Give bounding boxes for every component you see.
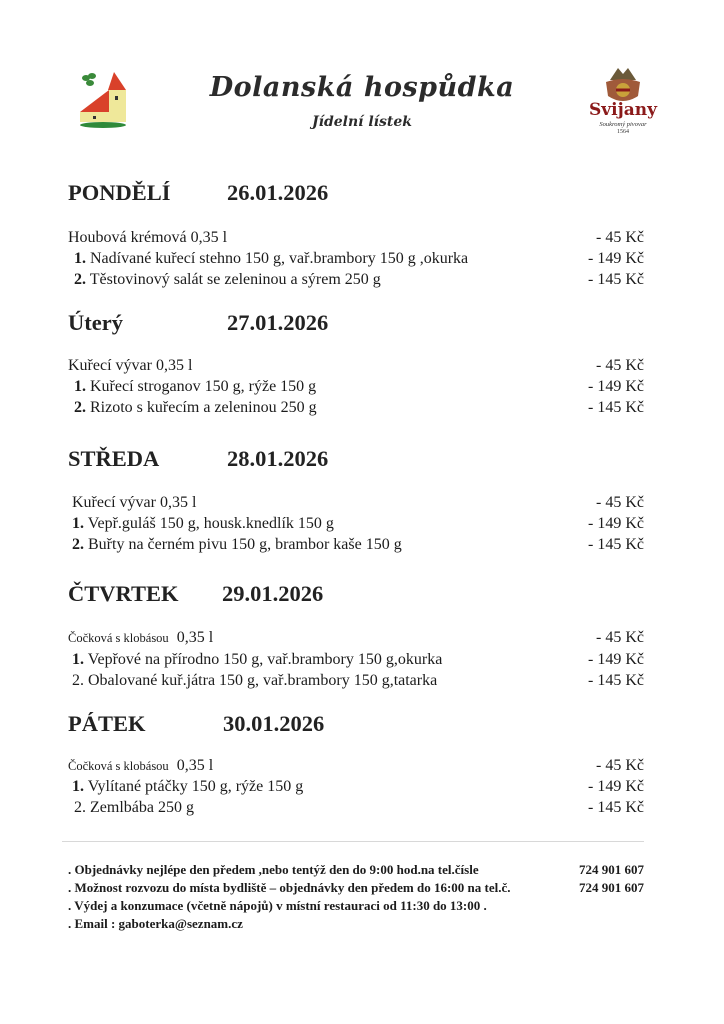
soup-price: - 45 Kč xyxy=(596,229,644,246)
meal-price: - 145 Kč xyxy=(588,271,644,288)
meal-row xyxy=(68,799,644,820)
meal-price: - 145 Kč xyxy=(588,536,644,553)
svijany-logo xyxy=(580,66,666,138)
restaurant-title: Dolanská hospůdka xyxy=(209,72,515,103)
soup-name: Houbová krémová 0,35 l xyxy=(68,229,228,246)
meal-name: Vepřové na přírodno 150 g, vař.brambory 150 g,okurka xyxy=(87,651,443,668)
meal-price: - 149 Kč xyxy=(588,515,644,532)
soup-row xyxy=(68,357,644,378)
meal-name: Zemlbába 250 g xyxy=(90,799,194,816)
meal-name: Těstovinový salát se zeleninou a sýrem 250 g xyxy=(89,271,381,288)
day-name: Úterý xyxy=(68,310,123,335)
note-line xyxy=(68,862,648,878)
meal-price: - 145 Kč xyxy=(588,672,644,689)
day-date: 28.01.2026 xyxy=(227,446,329,471)
note-text: . Možnost rozvozu do místa bydliště – objednávky den předem do 16:00 na tel.č. xyxy=(68,880,511,895)
day-date: 29.01.2026 xyxy=(222,581,324,606)
soup-price: - 45 Kč xyxy=(596,757,644,774)
meal-number: 1. xyxy=(72,651,84,668)
meal-price: - 145 Kč xyxy=(588,399,644,416)
note-text: . Objednávky nejlépe den předem ,nebo tentýž den do 9:00 hod.na tel.čísle xyxy=(68,862,479,877)
meal-row xyxy=(68,271,644,292)
soup-amount: 0,35 l xyxy=(176,629,214,646)
meal-number: 1. xyxy=(74,378,86,395)
phone-number: 724 901 607 xyxy=(579,862,644,877)
brand-year: 1564 xyxy=(617,129,629,135)
soup-row xyxy=(68,629,644,650)
meal-name: Nadívané kuřecí stehno 150 g, vař.brambory 150 g ,okurka xyxy=(90,250,469,267)
soup-row xyxy=(68,229,644,250)
meal-name: Buřty na černém pivu 150 g, brambor kaše 150 g xyxy=(88,536,402,553)
meal-price: - 145 Kč xyxy=(588,799,644,816)
meal-row xyxy=(68,651,644,672)
meal-row xyxy=(68,778,644,799)
note-text: . Výdej a konzumace (včetně nápojů) v místní restauraci od 11:30 do 13:00 . xyxy=(68,898,487,913)
note-line xyxy=(68,916,648,932)
meal-price: - 149 Kč xyxy=(588,378,644,395)
soup-price: - 45 Kč xyxy=(596,494,644,511)
soup-price: - 45 Kč xyxy=(596,629,644,646)
day-date: 27.01.2026 xyxy=(227,310,329,335)
meal-number: 2. xyxy=(72,536,84,553)
meal-name: Vylítané ptáčky 150 g, rýže 150 g xyxy=(87,778,304,795)
soup-row xyxy=(68,494,644,515)
soup-price: - 45 Kč xyxy=(596,357,644,374)
meal-row xyxy=(68,378,644,399)
meal-row xyxy=(68,515,644,536)
meal-row xyxy=(68,672,644,693)
meal-price: - 149 Kč xyxy=(588,250,644,267)
day-name: ČTVRTEK xyxy=(68,581,179,606)
meal-number: 2. xyxy=(74,799,86,816)
meal-row xyxy=(68,536,644,557)
brand-name: Svijany xyxy=(588,100,658,120)
meal-name: Vepř.guláš 150 g, housk.knedlík 150 g xyxy=(87,515,334,532)
meal-price: - 149 Kč xyxy=(588,651,644,668)
meal-number: 1. xyxy=(74,250,86,267)
meal-row xyxy=(68,250,644,271)
meal-number: 2. xyxy=(72,672,84,689)
day-date: 26.01.2026 xyxy=(227,180,329,205)
meal-row xyxy=(68,399,644,420)
meal-name: Obalované kuř.játra 150 g, vař.brambory 150 g,tatarka xyxy=(88,672,438,689)
meal-name: Rizoto s kuřecím a zeleninou 250 g xyxy=(90,399,317,416)
soup-name: Čočková s klobásou xyxy=(68,759,169,773)
soup-name: Kuřecí vývar 0,35 l xyxy=(68,357,193,374)
menu-subtitle: Jídelní lístek xyxy=(312,114,412,130)
note-line xyxy=(68,898,648,914)
divider xyxy=(62,841,644,842)
meal-number: 2. xyxy=(74,399,86,416)
note-line xyxy=(68,880,648,896)
meal-price: - 149 Kč xyxy=(588,778,644,795)
meal-number: 1. xyxy=(72,515,84,532)
soup-row xyxy=(68,757,644,778)
soup-name: Čočková s klobásou xyxy=(68,631,169,645)
soup-amount: 0,35 l xyxy=(176,757,214,774)
phone-number: 724 901 607 xyxy=(579,880,644,895)
day-name: PÁTEK xyxy=(68,711,146,736)
day-name: PONDĚLÍ xyxy=(68,180,171,205)
day-name: STŘEDA xyxy=(68,446,160,471)
soup-name: Kuřecí vývar 0,35 l xyxy=(72,494,197,511)
day-date: 30.01.2026 xyxy=(223,711,325,736)
meal-number: 2. xyxy=(74,271,86,288)
meal-name: Kuřecí stroganov 150 g, rýže 150 g xyxy=(90,378,317,395)
email-text: . Email : gaboterka@seznam.cz xyxy=(68,916,243,931)
meal-number: 1. xyxy=(72,778,84,795)
brand-subtext: Soukromý pivovar xyxy=(599,121,647,128)
